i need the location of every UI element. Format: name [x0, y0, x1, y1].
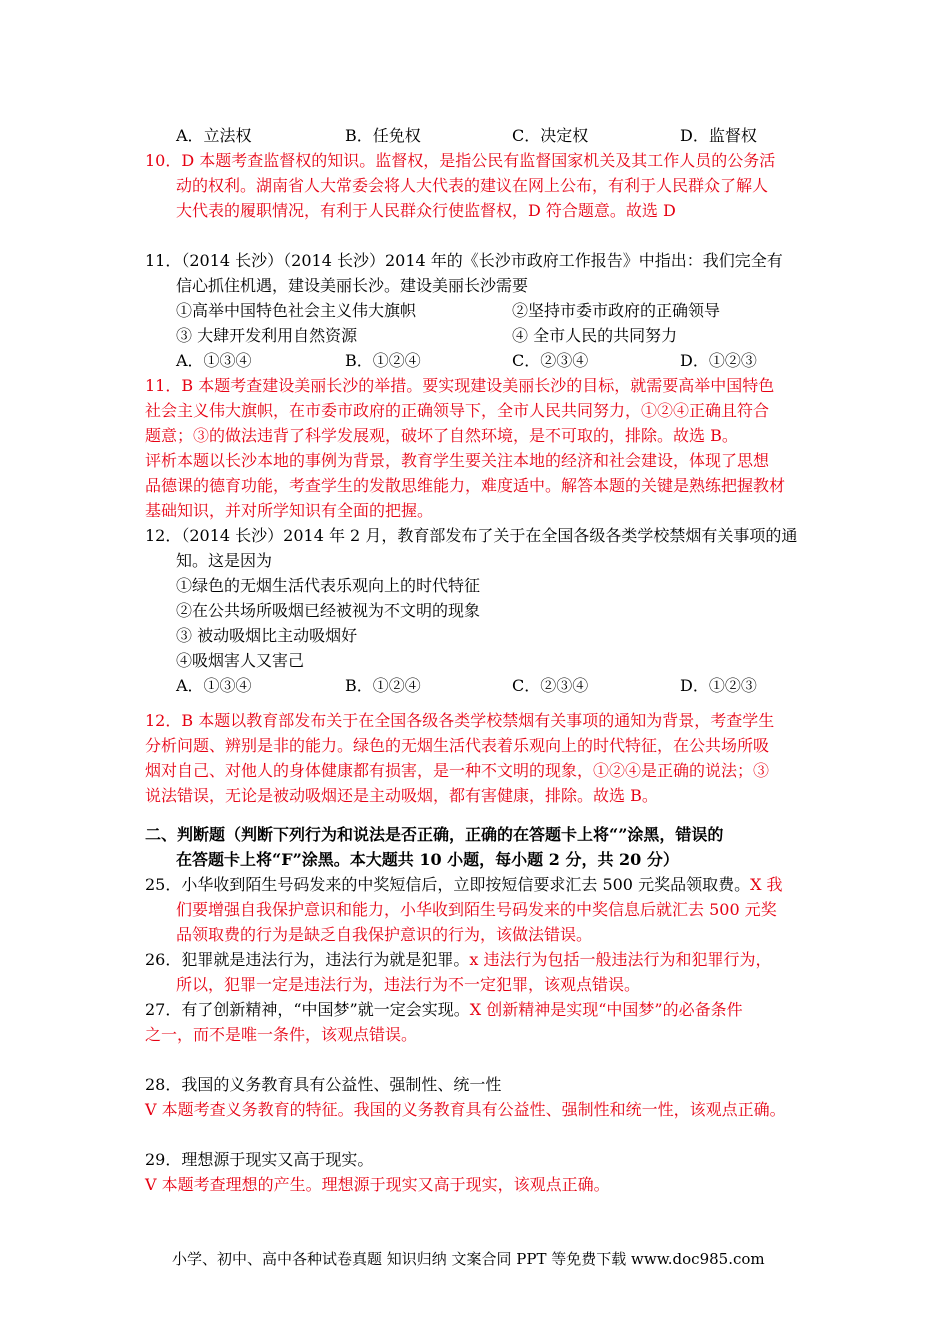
question-27-text: 27．有了创新精神，“中国梦”就一定会实现。	[145, 1000, 470, 1019]
answer-11-line-3: 题意；③的做法违背了科学发展观，破坏了自然环境，是不可取的，排除。故选 B。	[145, 426, 738, 445]
question-26	[145, 948, 772, 972]
q12-option-c: C．②③④	[512, 676, 589, 695]
answer-29: V 本题考查理想的产生。理想源于现实又高于现实，该观点正确。	[145, 1175, 610, 1194]
answer-11-commentary-line-3: 基础知识，并对所学知识有全面的把握。	[145, 501, 434, 520]
q12-option-d: D．①②③	[680, 676, 757, 695]
question-11-item-4: ④ 全市人民的共同努力	[512, 326, 678, 345]
question-11-stem-line-1: 11．（2014 长沙）（2014 长沙）2014 年的《长沙市政府工作报告》中指出：我们完全有	[145, 251, 783, 270]
q11-option-a: A．①③④	[176, 351, 252, 370]
answer-11-line-2: 社会主义伟大旗帜，在市委市政府的正确领导下，全市人民共同努力，①②④正确且符合	[145, 401, 770, 420]
answer-25-line-3: 品领取费的行为是缺乏自我保护意识的行为，该做法错误。	[176, 925, 593, 944]
question-11-stem-line-2: 信心抓住机遇，建设美丽长沙。建设美丽长沙需要	[176, 276, 529, 295]
q11-option-c: C．②③④	[512, 351, 589, 370]
answer-28: V 本题考查义务教育的特征。我国的义务教育具有公益性、强制性和统一性，该观点正确。	[145, 1100, 786, 1119]
q11-option-b: B．①②④	[345, 351, 421, 370]
question-12-item-3: ③ 被动吸烟比主动吸烟好	[176, 626, 358, 645]
question-29-text: 29．理想源于现实又高于现实。	[145, 1150, 374, 1169]
q9-option-a: A．立法权	[176, 126, 252, 145]
answer-25-start: X 我	[750, 875, 783, 894]
question-12-item-2: ②在公共场所吸烟已经被视为不文明的现象	[176, 601, 481, 620]
question-11-item-2: ②坚持市委市政府的正确领导	[512, 301, 721, 320]
answer-10-line-2: 动的权利。湖南省人大常委会将人大代表的建议在网上公布，有利于人民群众了解人	[176, 176, 769, 195]
answer-12-line-4: 说法错误，无论是被动吸烟还是主动吸烟，都有害健康，排除。故选 B。	[145, 786, 658, 805]
answer-26-start: x 违法行为包括一般违法行为和犯罪行为，	[469, 950, 772, 969]
answer-27-start: X 创新精神是实现“中国梦”的必备条件	[469, 1000, 743, 1019]
answer-11-line-1: 11．B 本题考查建设美丽长沙的举措。要实现建设美丽长沙的目标，就需要高举中国特色	[145, 376, 775, 395]
question-12-stem-line-1: 12．（2014 长沙）2014 年 2 月，教育部发布了关于在全国各级各类学校禁烟有关事项的通	[145, 526, 798, 545]
question-12-item-1: ①绿色的无烟生活代表乐观向上的时代特征	[176, 576, 481, 595]
answer-11-commentary-line-1: 评析本题以长沙本地的事例为背景，教育学生要关注本地的经济和社会建设，体现了思想	[145, 451, 770, 470]
answer-10-line-3: 大代表的履职情况，有利于人民群众行使监督权，D 符合题意。故选 D	[176, 201, 676, 220]
answer-27-line-2: 之一，而不是唯一条件，该观点错误。	[145, 1025, 418, 1044]
answer-26-line-2: 所以，犯罪一定是违法行为，违法行为不一定犯罪，该观点错误。	[176, 975, 641, 994]
q9-option-d: D．监督权	[680, 126, 757, 145]
question-12-item-4: ④吸烟害人又害己	[176, 651, 305, 670]
question-26-text: 26．犯罪就是违法行为，违法行为就是犯罪。	[145, 950, 470, 969]
q9-option-b: B．任免权	[345, 126, 421, 145]
answer-12-line-2: 分析问题、辨别是非的能力。绿色的无烟生活代表着乐观向上的时代特征，在公共场所吸	[145, 736, 770, 755]
question-11-item-1: ①高举中国特色社会主义伟大旗帜	[176, 301, 417, 320]
q12-option-a: A．①③④	[176, 676, 252, 695]
q11-option-d: D．①②③	[680, 351, 757, 370]
answer-11-commentary-line-2: 品德课的德育功能，考查学生的发散思维能力，难度适中。解答本题的关键是熟练把握教材	[145, 476, 786, 495]
section-2-heading-line-1: 二、判断题（判断下列行为和说法是否正确，正确的在答题卡上将“”涂黑，错误的	[145, 825, 724, 844]
answer-10-line-1: 10．D 本题考查监督权的知识。监督权，是指公民有监督国家机关及其工作人员的公务活	[145, 151, 776, 170]
question-11-item-3: ③ 大肆开发利用自然资源	[176, 326, 358, 345]
q9-option-c: C．决定权	[512, 126, 589, 145]
question-25-text: 25．小华收到陌生号码发来的中奖短信后，立即按短信要求汇去 500 元奖品领取费。	[145, 875, 751, 894]
answer-12-line-1: 12．B 本题以教育部发布关于在全国各级各类学校禁烟有关事项的通知为背景，考查学生	[145, 711, 775, 730]
q12-option-b: B．①②④	[345, 676, 421, 695]
section-2-heading-line-2: 在答题卡上将“F”涂黑。本大题共 10 小题，每小题 2 分，共 20 分）	[176, 850, 679, 869]
answer-25-line-2: 们要增强自我保护意识和能力，小华收到陌生号码发来的中奖信息后就汇去 500 元奖	[176, 900, 777, 919]
question-12-stem-line-2: 知。这是因为	[176, 551, 273, 570]
page-footer: 小学、初中、高中各种试卷真题 知识归纳 文案合同 PPT 等免费下载 www.doc985.com	[172, 1250, 765, 1268]
question-27	[145, 998, 743, 1022]
answer-12-line-3: 烟对自己、对他人的身体健康都有损害，是一种不文明的现象，①②④是正确的说法；③	[145, 761, 770, 780]
question-28-text: 28．我国的义务教育具有公益性、强制性、统一性	[145, 1075, 502, 1094]
question-25	[145, 873, 783, 897]
